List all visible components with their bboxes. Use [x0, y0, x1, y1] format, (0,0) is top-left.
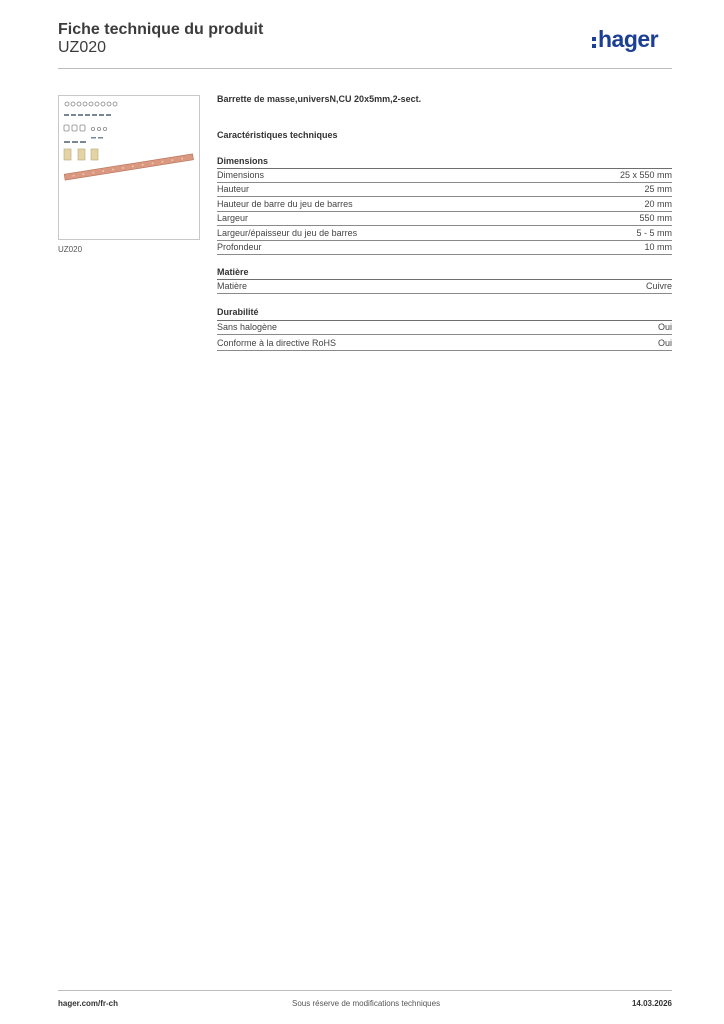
spec-value: Cuivre	[645, 281, 672, 291]
spec-value: Oui	[657, 338, 672, 348]
spec-row	[217, 183, 672, 197]
spec-value: 25 x 550 mm	[619, 170, 672, 180]
logo-text: hager	[598, 26, 659, 52]
spec-label: Largeur/épaisseur du jeu de barres	[217, 228, 358, 238]
spec-row	[217, 321, 672, 335]
spec-row	[217, 227, 672, 241]
spec-value: 10 mm	[644, 242, 672, 252]
spec-value: 25 mm	[644, 184, 672, 194]
logo-dots-icon	[592, 37, 596, 51]
spec-label: Largeur	[217, 213, 249, 223]
section-title-durability: Durabilité	[217, 307, 259, 317]
spec-row	[217, 337, 672, 351]
spec-row	[217, 212, 672, 226]
section-title-dimensions: Dimensions	[217, 156, 269, 166]
product-image	[58, 95, 200, 240]
spec-label: Sans halogène	[217, 322, 278, 332]
spec-value: 20 mm	[644, 199, 672, 209]
spec-row	[217, 241, 672, 255]
spec-value: Oui	[657, 322, 672, 332]
product-reference: UZ020	[58, 39, 107, 56]
footer-website-link[interactable]: hager.com/fr-ch	[58, 999, 119, 1008]
footer-notice: Sous réserve de modifications techniques	[292, 999, 441, 1008]
image-caption: UZ020	[58, 245, 83, 254]
spec-row	[217, 169, 672, 183]
busbar-kit-illustration	[59, 96, 199, 239]
spec-label: Dimensions	[217, 170, 265, 180]
spec-value: 5 - 5 mm	[636, 228, 672, 238]
spec-label: Hauteur	[217, 184, 250, 194]
spec-value: 550 mm	[639, 213, 672, 223]
spec-label: Matière	[217, 281, 248, 291]
technical-characteristics-heading: Caractéristiques techniques	[217, 130, 338, 140]
spec-row	[217, 198, 672, 212]
footer-date: 14.03.2026	[631, 999, 672, 1008]
spec-label: Profondeur	[217, 242, 262, 252]
header-divider	[58, 68, 672, 69]
spec-label: Hauteur de barre du jeu de barres	[217, 199, 353, 209]
spec-label: Conforme à la directive RoHS	[217, 338, 337, 348]
section-title-material: Matière	[217, 267, 249, 277]
spec-row	[217, 280, 672, 294]
product-description: Barrette de masse,universN,CU 20x5mm,2-sect.	[217, 94, 422, 104]
page-title: Fiche technique du produit	[58, 21, 264, 38]
footer-divider	[58, 990, 672, 991]
